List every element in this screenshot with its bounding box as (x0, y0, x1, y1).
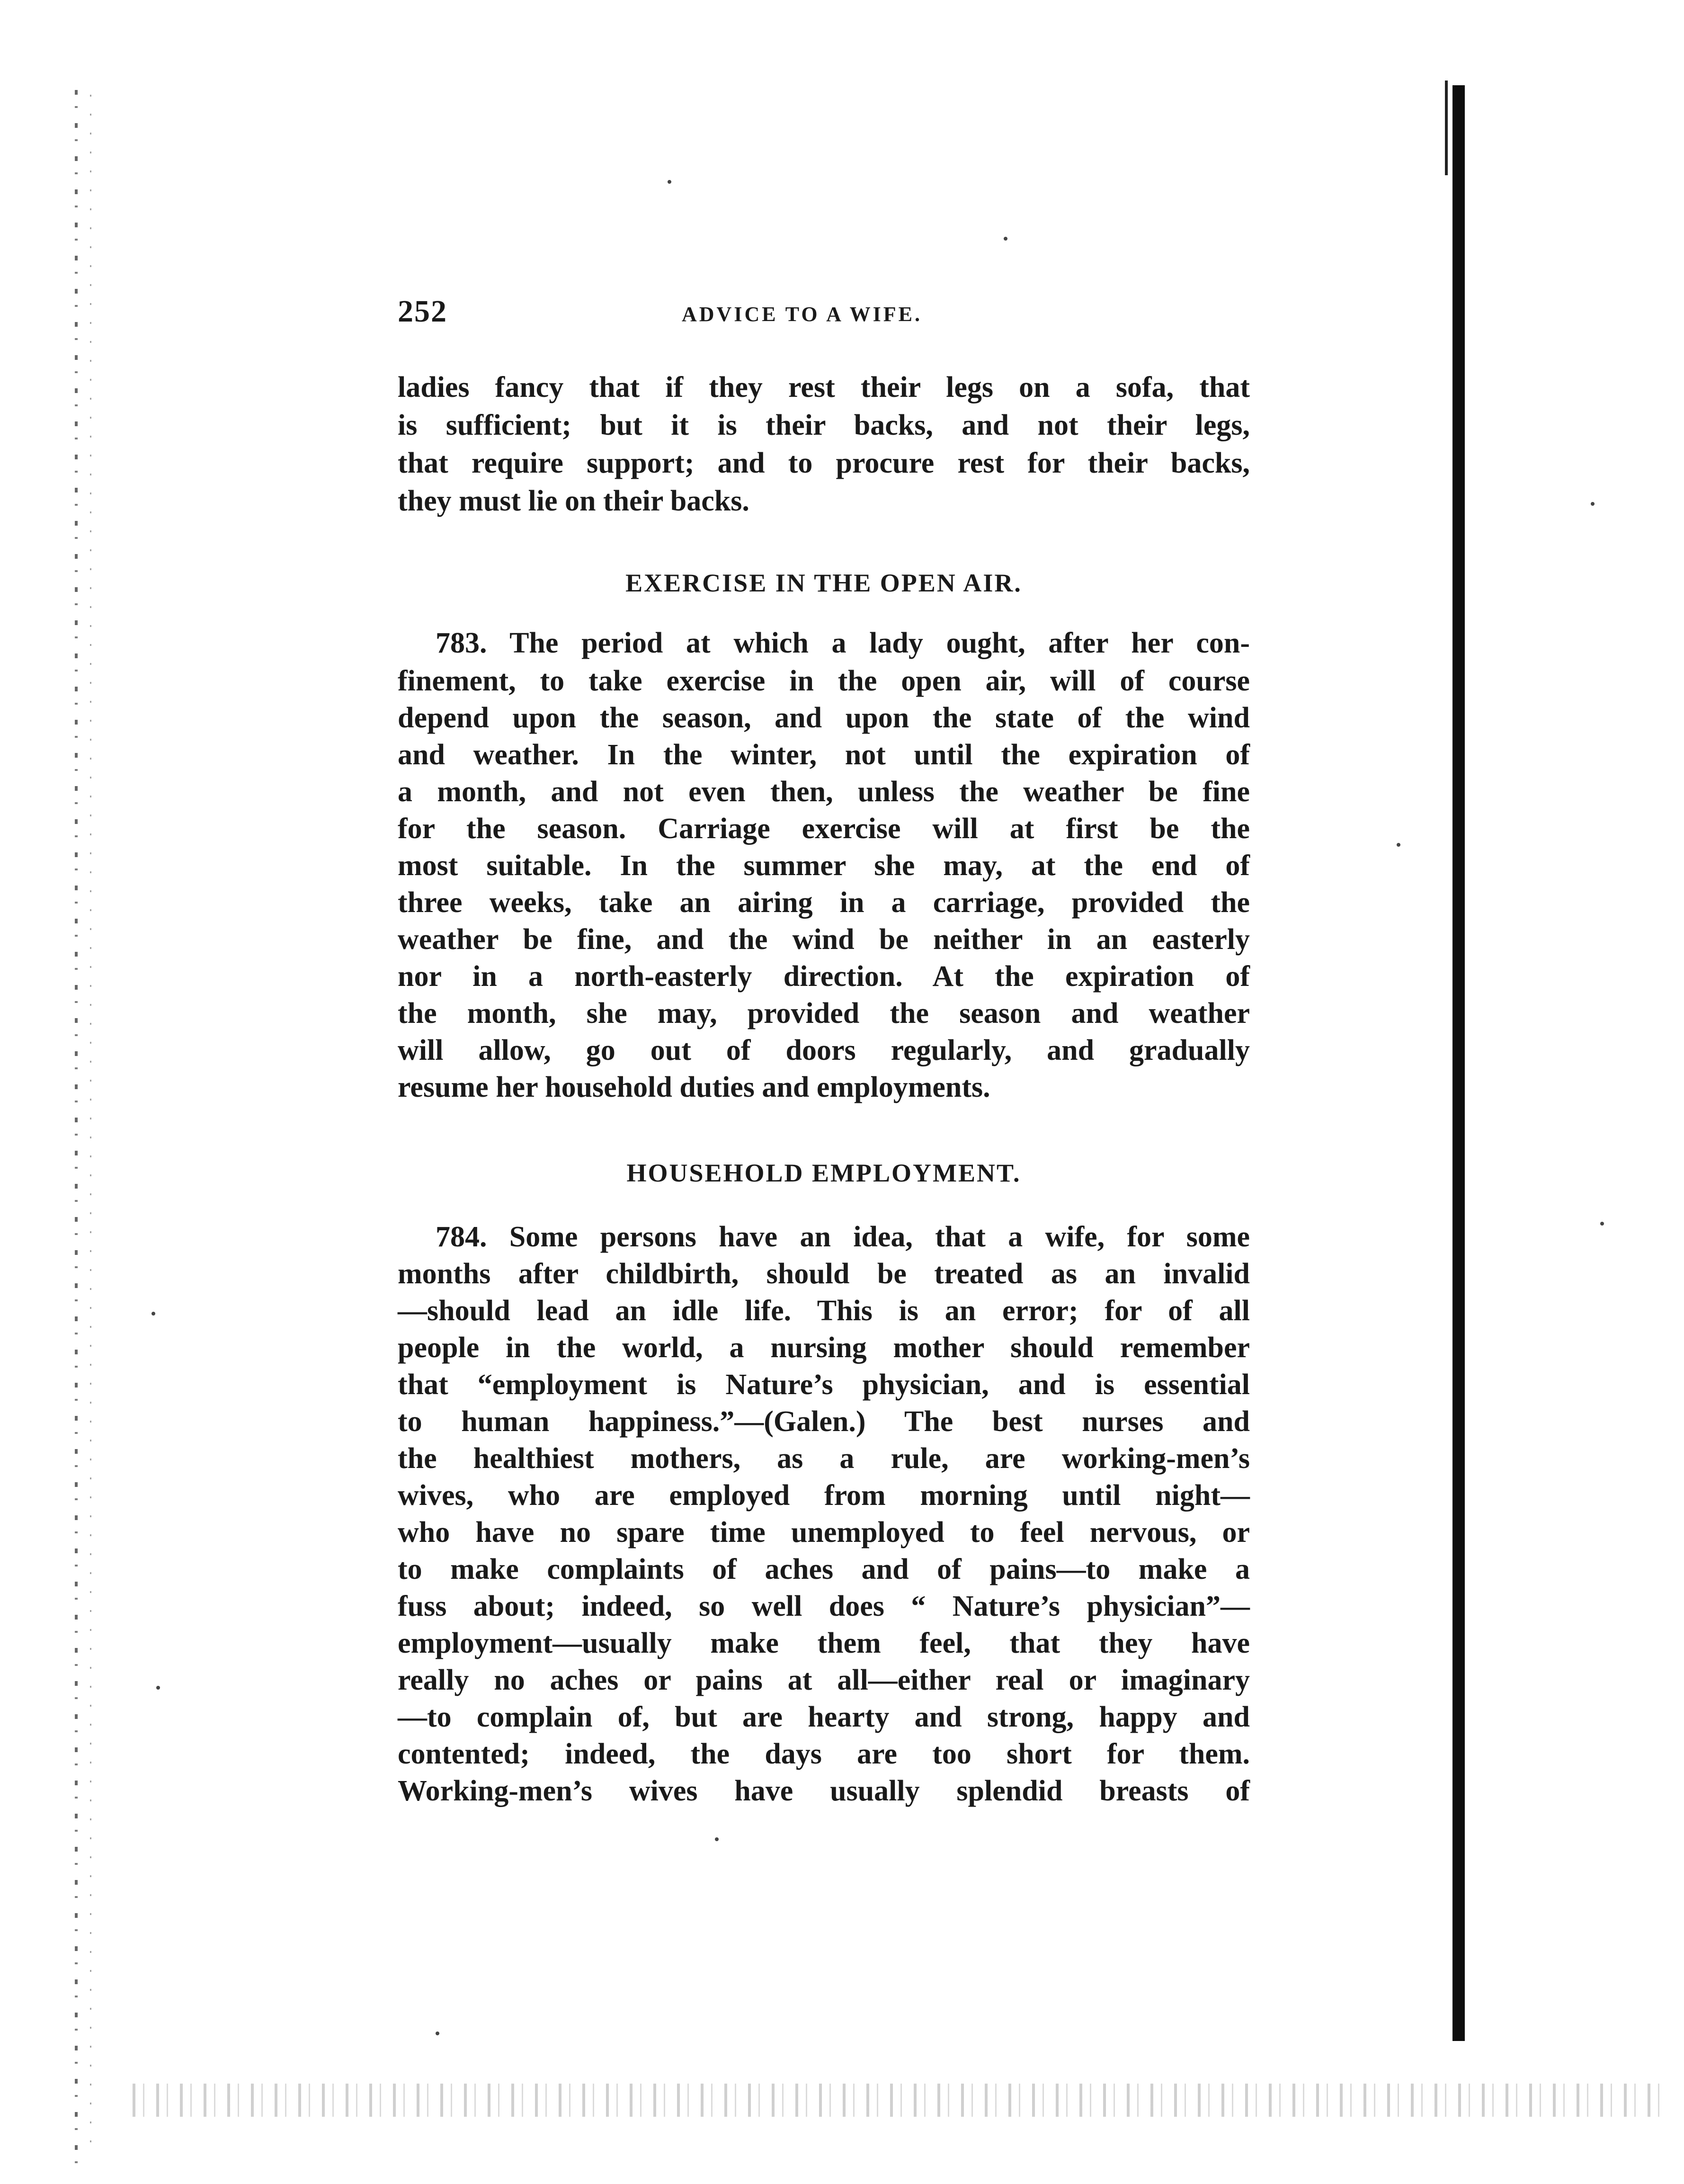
text-line: finement, to take exercise in the open air, will of course (398, 665, 1250, 697)
text-line: —to complain of, but are hearty and strong, happy and (398, 1701, 1250, 1733)
page-header (398, 294, 1250, 331)
text-line: who have no spare time unemployed to feel nervous, or (398, 1516, 1250, 1548)
speck (156, 1686, 160, 1690)
text-line: resume her household duties and employments. (398, 1071, 990, 1103)
text-line: and weather. In the winter, not until the expiration of (398, 739, 1250, 771)
text-line: to make complaints of aches and of pains—to make a (398, 1553, 1250, 1585)
text-line: Working-men’s wives have usually splendid breasts of (398, 1775, 1250, 1807)
text-line: three weeks, take an airing in a carriage, provided the (398, 886, 1250, 919)
text-line: that require support; and to procure rest for their backs, (398, 447, 1250, 479)
text-line: ladies fancy that if they rest their legs on a sofa, that (398, 371, 1250, 403)
text-line: months after childbirth, should be treated as an invalid (398, 1258, 1250, 1290)
text-line: really no aches or pains at all—either real or imaginary (398, 1664, 1250, 1696)
section-heading: EXERCISE IN THE OPEN AIR. (625, 569, 1022, 597)
text-line: is sufficient; but it is their backs, and not their legs, (398, 409, 1250, 441)
text-line: to human happiness.”—(Galen.) The best nurses and (398, 1405, 1250, 1438)
text-line: fuss about; indeed, so well does “ Nature’s physician”— (398, 1590, 1250, 1622)
text-line: wives, who are employed from morning until night— (398, 1479, 1250, 1512)
speck (715, 1837, 719, 1841)
text-line: —should lead an idle life. This is an error; for of all (398, 1295, 1250, 1327)
text-line: they must lie on their backs. (398, 485, 749, 517)
text-line: contented; indeed, the days are too short for them. (398, 1738, 1250, 1770)
running-head: ADVICE TO A WIFE. (682, 303, 923, 326)
text-line: for the season. Carriage exercise will at first be the (398, 813, 1250, 845)
scan-edge-right (1452, 85, 1465, 2041)
text-line: the month, she may, provided the season and weather (398, 997, 1250, 1029)
text-line: people in the world, a nursing mother should remember (398, 1332, 1250, 1364)
text-line: weather be fine, and the wind be neither in an easterly (398, 923, 1250, 956)
text-line: nor in a north-easterly direction. At the expiration of (398, 960, 1250, 993)
text-line: will allow, go out of doors regularly, and gradually (398, 1034, 1250, 1066)
speck (1591, 502, 1595, 506)
speck (436, 2032, 439, 2035)
section-heading: HOUSEHOLD EMPLOYMENT. (626, 1159, 1021, 1187)
scan-noise-bottom (133, 2084, 1666, 2117)
text-line: depend upon the season, and upon the state of the wind (398, 702, 1250, 734)
page-number: 252 (398, 294, 447, 329)
scan-edge-left-inner (90, 95, 91, 2155)
text-line: employment—usually make them feel, that they have (398, 1627, 1250, 1659)
speck (668, 180, 671, 184)
text-line: the healthiest mothers, as a rule, are working-men’s (398, 1442, 1250, 1475)
speck (1600, 1222, 1604, 1226)
text-line: a month, and not even then, unless the weather be fine (398, 776, 1250, 808)
text-line: 783. The period at which a lady ought, after her con- (436, 627, 1250, 659)
scan-edge-left (75, 90, 78, 2174)
speck (1397, 843, 1400, 847)
text-line: most suitable. In the summer she may, at the end of (398, 850, 1250, 882)
scan-edge-right-thin (1445, 81, 1448, 175)
text-line: 784. Some persons have an idea, that a wife, for some (436, 1221, 1250, 1253)
speck (151, 1312, 155, 1316)
speck (1004, 237, 1007, 241)
text-line: that “employment is Nature’s physician, and is essential (398, 1369, 1250, 1401)
